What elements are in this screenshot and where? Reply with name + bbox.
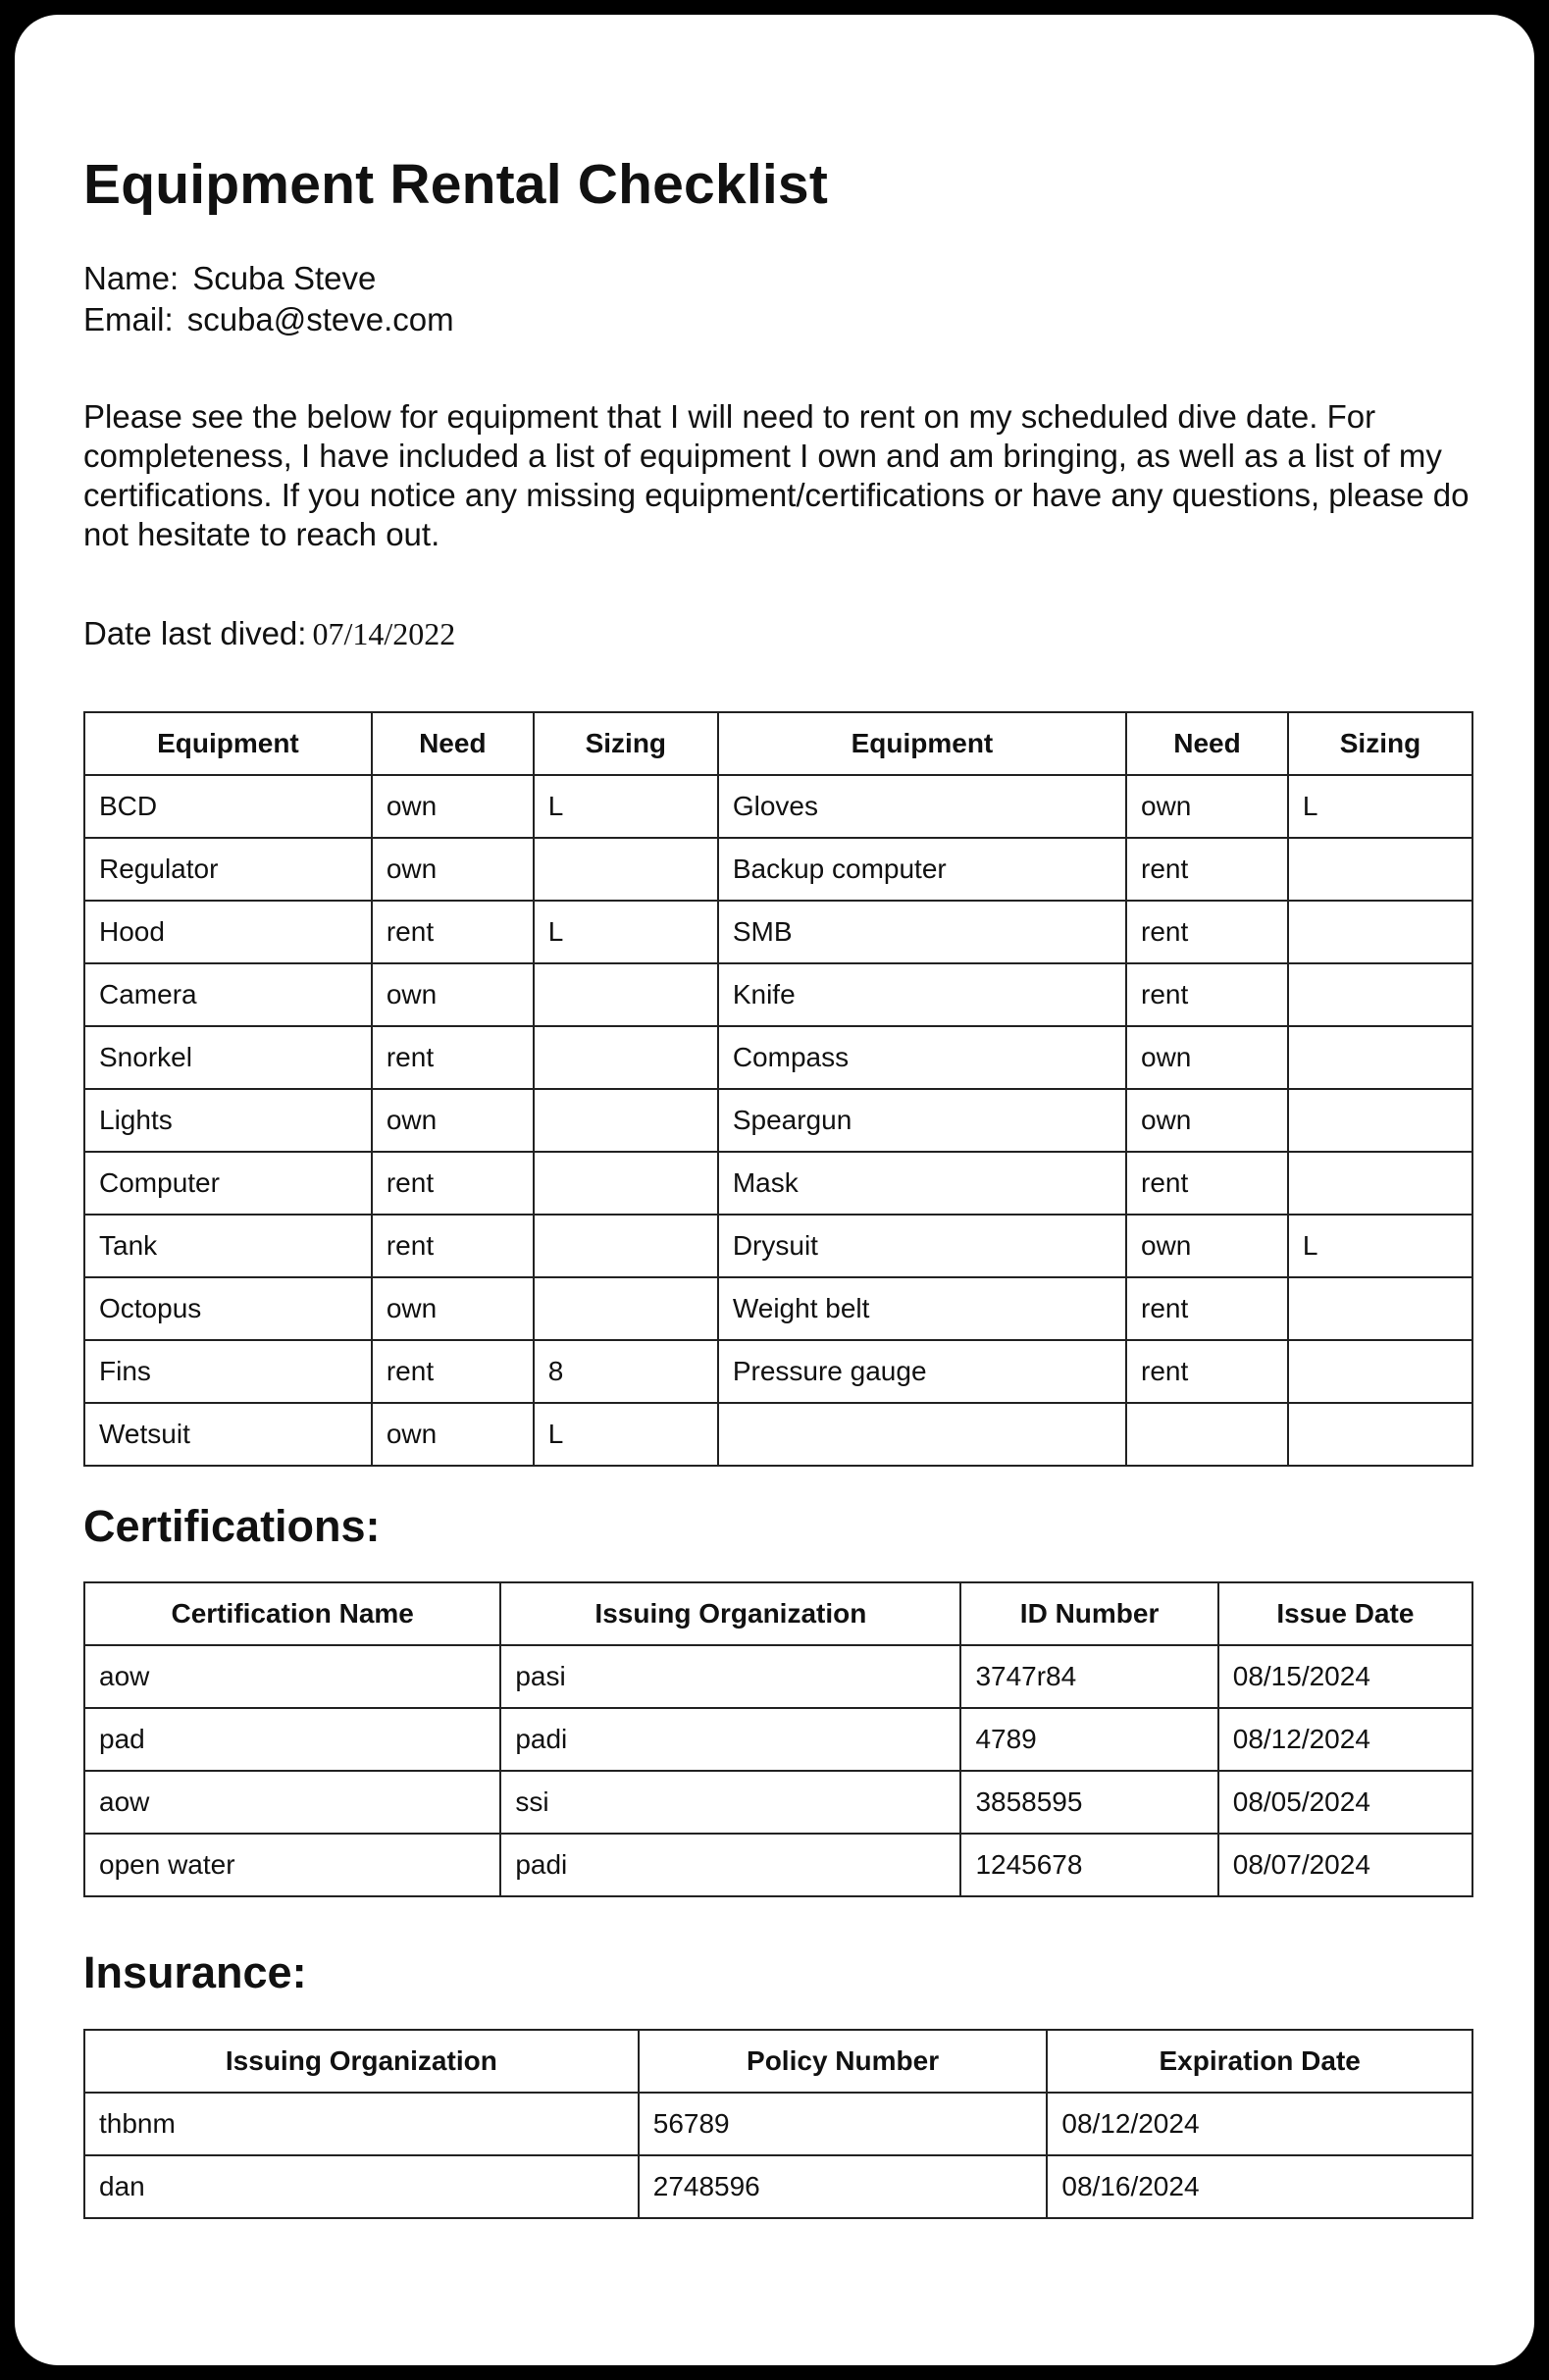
equipment-rows (84, 775, 1472, 1466)
table-cell: pad (84, 1708, 500, 1771)
equipment-header-row (84, 712, 1472, 775)
table-cell: rent (372, 1340, 534, 1403)
contact-name (83, 260, 376, 297)
equipment-header-cell: Need (1126, 712, 1288, 775)
table-cell: Drysuit (718, 1215, 1126, 1277)
last-dived-value: 07/14/2022 (312, 616, 456, 651)
intro-paragraph: Please see the below for equipment that I will need to rent on my scheduled dive date. For completeness, I have included a list of equipment I own and am bringing, as well as a list of my certifications. If you notice any missing equipment/certifications or have any questions, please do not hesitate to reach out. (83, 398, 1470, 552)
last-dived (83, 615, 455, 652)
table-cell: L (534, 775, 718, 838)
table-row (84, 2155, 1472, 2218)
table-cell (534, 1215, 718, 1277)
table-row (84, 775, 1472, 838)
table-cell: 56789 (639, 2093, 1048, 2155)
table-cell: padi (500, 1834, 960, 1896)
table-cell (1288, 1026, 1472, 1089)
equipment-header-cell: Equipment (84, 712, 372, 775)
table-cell: 1245678 (960, 1834, 1217, 1896)
table-cell (534, 838, 718, 901)
email-value: scuba@steve.com (186, 301, 454, 337)
table-cell: rent (1126, 963, 1288, 1026)
table-cell: 4789 (960, 1708, 1217, 1771)
table-cell: own (1126, 1089, 1288, 1152)
table-cell: 2748596 (639, 2155, 1048, 2218)
table-cell: Knife (718, 963, 1126, 1026)
table-cell: rent (1126, 901, 1288, 963)
insurance-header-cell: Issuing Organization (84, 2030, 639, 2093)
table-cell: Snorkel (84, 1026, 372, 1089)
equipment-header-cell: Sizing (534, 712, 718, 775)
table-cell: 8 (534, 1340, 718, 1403)
table-cell: Hood (84, 901, 372, 963)
insurance-header-cell: Policy Number (639, 2030, 1048, 2093)
table-cell: own (372, 1403, 534, 1466)
table-cell: rent (372, 1152, 534, 1215)
table-cell: 3858595 (960, 1771, 1217, 1834)
table-cell: pasi (500, 1645, 960, 1708)
table-cell: Camera (84, 963, 372, 1026)
table-row (84, 963, 1472, 1026)
table-cell: L (1288, 1215, 1472, 1277)
table-cell: 08/16/2024 (1047, 2155, 1472, 2218)
table-cell: Weight belt (718, 1277, 1126, 1340)
table-row (84, 1026, 1472, 1089)
table-cell (1288, 901, 1472, 963)
table-row (84, 901, 1472, 963)
table-cell: Backup computer (718, 838, 1126, 901)
table-cell: Lights (84, 1089, 372, 1152)
table-row (84, 1645, 1472, 1708)
table-cell: 08/12/2024 (1218, 1708, 1472, 1771)
table-row (84, 1089, 1472, 1152)
equipment-header-cell: Equipment (718, 712, 1126, 775)
table-row (84, 1403, 1472, 1466)
table-cell: Speargun (718, 1089, 1126, 1152)
table-cell: Pressure gauge (718, 1340, 1126, 1403)
certifications-header-cell: Issue Date (1218, 1582, 1472, 1645)
table-cell: Compass (718, 1026, 1126, 1089)
table-cell (534, 1026, 718, 1089)
table-row (84, 2093, 1472, 2155)
table-cell: 08/05/2024 (1218, 1771, 1472, 1834)
certifications-header-row (84, 1582, 1472, 1645)
table-cell: padi (500, 1708, 960, 1771)
table-cell (1288, 1340, 1472, 1403)
certifications-header-cell: Issuing Organization (500, 1582, 960, 1645)
table-cell: own (372, 1089, 534, 1152)
table-cell: L (534, 901, 718, 963)
last-dived-label: Date last dived: (83, 615, 307, 651)
table-row (84, 1708, 1472, 1771)
table-cell: Tank (84, 1215, 372, 1277)
table-cell: 08/12/2024 (1047, 2093, 1472, 2155)
table-cell (718, 1403, 1126, 1466)
table-cell (534, 1089, 718, 1152)
table-cell: 08/07/2024 (1218, 1834, 1472, 1896)
table-cell (534, 1152, 718, 1215)
document-page (15, 15, 1534, 2365)
table-cell: Gloves (718, 775, 1126, 838)
certifications-header-cell: Certification Name (84, 1582, 500, 1645)
table-cell: own (1126, 775, 1288, 838)
insurance-header-cell: Expiration Date (1047, 2030, 1472, 2093)
table-cell (1288, 1152, 1472, 1215)
table-cell (1288, 963, 1472, 1026)
table-cell: Fins (84, 1340, 372, 1403)
table-row (84, 1152, 1472, 1215)
table-cell: 3747r84 (960, 1645, 1217, 1708)
table-row (84, 1834, 1472, 1896)
equipment-header-cell: Need (372, 712, 534, 775)
table-cell: aow (84, 1645, 500, 1708)
table-row (84, 838, 1472, 901)
equipment-table (83, 711, 1473, 1467)
insurance-heading: Insurance: (83, 1947, 307, 1997)
table-cell: Wetsuit (84, 1403, 372, 1466)
page-title: Equipment Rental Checklist (83, 153, 829, 216)
email-label: Email: (83, 301, 174, 337)
table-cell (1288, 838, 1472, 901)
table-cell: open water (84, 1834, 500, 1896)
table-cell (1288, 1403, 1472, 1466)
contact-email (83, 301, 454, 338)
table-cell: rent (1126, 1152, 1288, 1215)
table-cell: own (372, 838, 534, 901)
table-cell: own (1126, 1215, 1288, 1277)
table-cell: L (1288, 775, 1472, 838)
certifications-heading: Certifications: (83, 1501, 381, 1551)
table-cell: dan (84, 2155, 639, 2218)
table-cell: Regulator (84, 838, 372, 901)
insurance-header-row (84, 2030, 1472, 2093)
table-cell: 08/15/2024 (1218, 1645, 1472, 1708)
table-cell: rent (1126, 1340, 1288, 1403)
table-cell: rent (372, 1026, 534, 1089)
equipment-header-cell: Sizing (1288, 712, 1472, 775)
table-cell: own (1126, 1026, 1288, 1089)
name-label: Name: (83, 260, 180, 296)
table-row (84, 1340, 1472, 1403)
table-cell (1288, 1277, 1472, 1340)
table-cell: BCD (84, 775, 372, 838)
table-cell (534, 963, 718, 1026)
table-cell (1126, 1403, 1288, 1466)
table-cell: own (372, 775, 534, 838)
table-row (84, 1215, 1472, 1277)
table-cell: Mask (718, 1152, 1126, 1215)
insurance-rows (84, 2093, 1472, 2218)
table-cell: Computer (84, 1152, 372, 1215)
table-cell: ssi (500, 1771, 960, 1834)
certifications-table (83, 1581, 1473, 1897)
name-value: Scuba Steve (192, 260, 377, 296)
table-cell: rent (372, 901, 534, 963)
insurance-table (83, 2029, 1473, 2219)
table-cell: rent (372, 1215, 534, 1277)
table-cell: L (534, 1403, 718, 1466)
table-cell: Octopus (84, 1277, 372, 1340)
table-row (84, 1277, 1472, 1340)
certifications-header-cell: ID Number (960, 1582, 1217, 1645)
table-cell: own (372, 1277, 534, 1340)
table-row (84, 1771, 1472, 1834)
table-cell (534, 1277, 718, 1340)
table-cell: own (372, 963, 534, 1026)
table-cell: aow (84, 1771, 500, 1834)
table-cell: rent (1126, 1277, 1288, 1340)
table-cell: SMB (718, 901, 1126, 963)
table-cell: thbnm (84, 2093, 639, 2155)
table-cell: rent (1126, 838, 1288, 901)
table-cell (1288, 1089, 1472, 1152)
certifications-rows (84, 1645, 1472, 1896)
